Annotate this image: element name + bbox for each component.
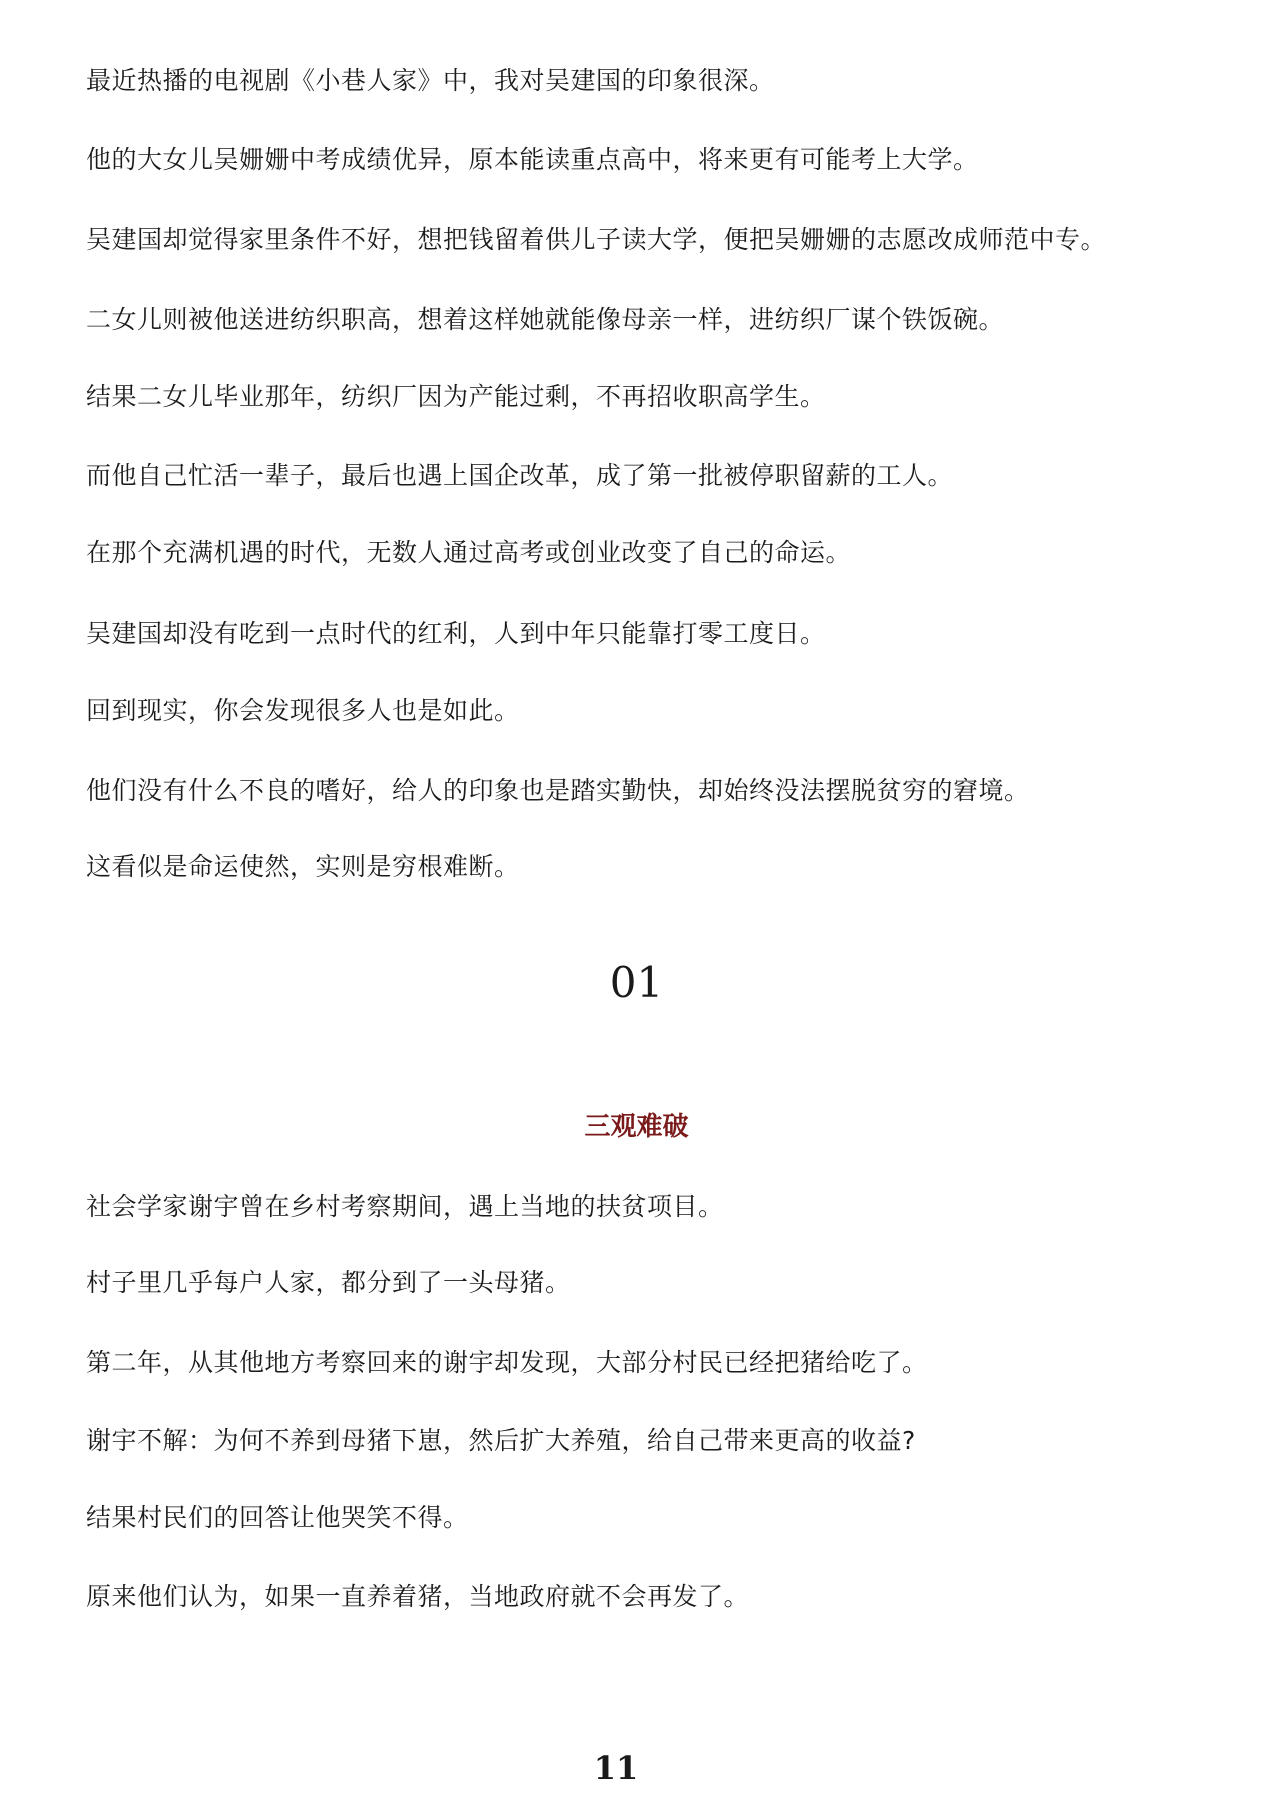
paragraph: 这看似是命运使然，实则是穷根难断。	[86, 852, 520, 881]
paragraph: 而他自己忙活一辈子，最后也遇上国企改革，成了第一批被停职留薪的工人。	[86, 461, 954, 490]
paragraph: 村子里几乎每户人家，都分到了一头母猪。	[86, 1268, 571, 1297]
page-number: 11	[593, 1749, 639, 1787]
paragraph: 吴建国却觉得家里条件不好，想把钱留着供儿子读大学，便把吴姗姗的志愿改成师范中专。	[86, 225, 1107, 254]
paragraph: 吴建国却没有吃到一点时代的红利，人到中年只能靠打零工度日。	[86, 619, 826, 648]
paragraph: 最近热播的电视剧《小巷人家》中，我对吴建国的印象很深。	[86, 66, 775, 95]
paragraph: 结果村民们的回答让他哭笑不得。	[86, 1503, 469, 1532]
paragraph: 第二年，从其他地方考察回来的谢宇却发现，大部分村民已经把猪给吃了。	[86, 1348, 928, 1377]
paragraph: 原来他们认为，如果一直养着猪，当地政府就不会再发了。	[86, 1582, 750, 1611]
section-number: 01	[609, 958, 664, 1007]
paragraph: 结果二女儿毕业那年，纺织厂因为产能过剩，不再招收职高学生。	[86, 382, 826, 411]
paragraph: 在那个充满机遇的时代，无数人通过高考或创业改变了自己的命运。	[86, 538, 852, 567]
paragraph: 他们没有什么不良的嗜好，给人的印象也是踏实勤快，却始终没法摆脱贫穷的窘境。	[86, 776, 1030, 805]
paragraph: 二女儿则被他送进纺织职高，想着这样她就能像母亲一样，进纺织厂谋个铁饭碗。	[86, 305, 1005, 334]
paragraph: 回到现实，你会发现很多人也是如此。	[86, 696, 520, 725]
paragraph: 社会学家谢宇曾在乡村考察期间，遇上当地的扶贫项目。	[86, 1192, 724, 1221]
paragraph: 他的大女儿吴姗姗中考成绩优异，原本能读重点高中，将来更有可能考上大学。	[86, 145, 979, 174]
section-title: 三观难破	[584, 1112, 689, 1142]
paragraph: 谢宇不解：为何不养到母猪下崽，然后扩大养殖，给自己带来更高的收益?	[86, 1426, 916, 1455]
